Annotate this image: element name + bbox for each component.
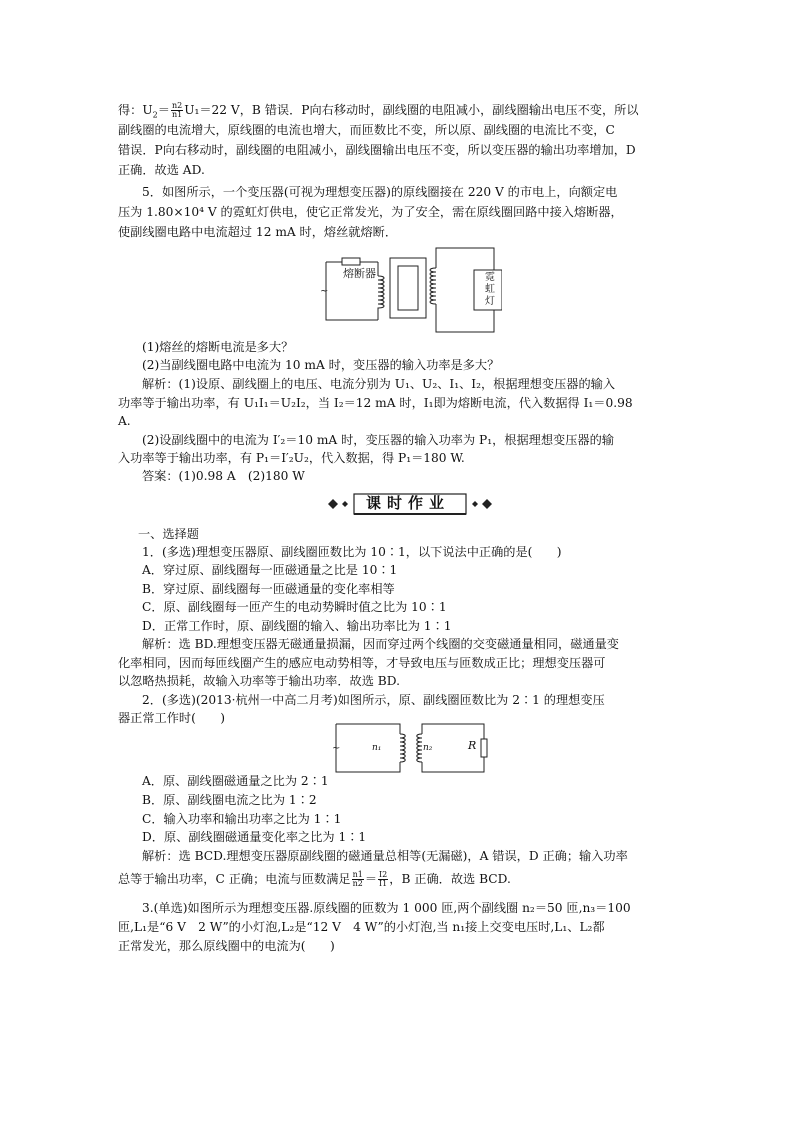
q1-option-a: A．穿过原、副线圈每一匝磁通量之比是 10∶1 (142, 563, 398, 577)
fuse-label: 熔断器 (343, 267, 376, 280)
label-n1: n₁ (372, 743, 382, 753)
q5-stem-2: 压为 1.80×10⁴ V 的霓虹灯供电，使它正常发光，为了安全，需在原线圈回路中接入熔断器， (118, 205, 623, 219)
transformer-fuse-figure (316, 244, 502, 336)
fraction-num: I2 (379, 870, 388, 879)
q2-stem-2: 器正常工作时( ) (118, 711, 226, 725)
q2-stem-1: 2．(多选)(2013·杭州一中高二月考)如图所示，原、副线圈匝数比为 2∶1 的理想变压 (142, 693, 605, 707)
q3-stem-1: 3.(单选)如图所示为理想变压器.原线圈的匝数为 1 000 匝,两个副线圈 n₂＝50 匝,n₃＝100 (142, 901, 631, 915)
q1-explain-2: 化率相同，因而每匝线圈产生的感应电动势相等，才导致电压与匝数成正比；理想变压器可 (118, 656, 606, 670)
q1-option-c: C．原、副线圈每一匝产生的电动势瞬时值之比为 10∶1 (142, 600, 447, 614)
q5-analysis-4: (2)设副线圈中的电流为 I′₂＝10 mA 时，变压器的输入功率为 P₁，根据理想变压器的输 (142, 433, 614, 447)
label-R: R (468, 739, 477, 752)
q5-sub-2: (2)当副线圈电路中电流为 10 mA 时，变压器的输入功率是多大？ (142, 358, 500, 372)
text-seg: ，B 正确．故选 BCD. (389, 872, 511, 886)
q2-explain-2: 总等于输出功率，C 正确；电流与匝数满足 $\frac{n1}{n2}$ ＝ $\frac{I2}{I1}$ ，B 正确．故选 BCD. (118, 870, 511, 888)
q3-stem-2: 匝,L₁是“6 V 2 W”的小灯泡,L₂是“12 V 4 W”的小灯泡,当 n₁接上交变电压时,L₁、L₂都 (118, 920, 605, 934)
q2-explain-1: 解析：选 BCD.理想变压器原副线圈的磁通量总相等(无漏磁)，A 错误，D 正确；输入功率 (142, 849, 628, 863)
fraction (378, 871, 388, 888)
q5-sub-1: (1)熔丝的熔断电流是多大？ (142, 340, 294, 354)
q2-option-b: B．原、副线圈电流之比为 1∶2 (142, 793, 317, 807)
fraction-den: n2 (352, 879, 363, 888)
label-n2: n₂ (423, 743, 433, 753)
svg-text:~: ~ (320, 286, 329, 297)
fraction-num: n2 (171, 101, 183, 110)
text-seg: ＝ (157, 103, 170, 117)
text-sub: 2 (152, 110, 158, 120)
top-para-line-3: 错误．P向右移动时，副线圈的电阻减小，副线圈输出电压不变，所以变压器的输出功率增加，D (118, 143, 636, 157)
text-seg: 总等于输出功率，C 正确；电流与匝数满足 (118, 872, 351, 886)
q1-explain-1: 解析：选 BD.理想变压器无磁通量损漏，因而穿过两个线圈的交变磁通量相同，磁通量变 (142, 637, 619, 651)
q5-stem-1: 5．如图所示，一个变压器(可视为理想变压器)的原线圈接在 220 V 的市电上，向额定电 (142, 185, 618, 199)
q1-option-b: B．穿过原、副线圈每一匝磁通量的变化率相等 (142, 582, 395, 596)
top-para-line-4: 正确．故选 AD. (118, 163, 205, 177)
q2-option-c: C．输入功率和输出功率之比为 1∶1 (142, 812, 342, 826)
q5-analysis-3: A. (118, 414, 131, 428)
transformer-resistor-figure (330, 720, 490, 776)
section-banner (322, 493, 498, 515)
q1-option-d: D．正常工作时，原、副线圈的输入、输出功率比为 1∶1 (142, 619, 452, 633)
q3-stem-3: 正常发光，那么原线圈中的电流为( ) (118, 939, 335, 953)
q5-answer: 答案：(1)0.98 A (2)180 W (142, 469, 305, 483)
q1-explain-3: 以忽略热损耗，故输入功率等于输出功率．故选 BD. (118, 674, 400, 688)
top-para-line-2: 副线圈的电流增大，原线圈的电流也增大，而匝数比不变，所以原、副线圈的电流比不变，C (118, 123, 615, 137)
text-seg: U₁＝22 V，B 错误．P向右移动时，副线圈的电阻减小，副线圈输出电压不变，所以 (184, 103, 639, 117)
neon-lamp-label: 霓虹灯 (485, 272, 495, 307)
text-seg: 得：U (118, 103, 153, 117)
banner-title: 课时作业 (365, 494, 450, 512)
fraction-num: n1 (352, 870, 363, 879)
fraction (352, 871, 364, 888)
fraction-den: I1 (379, 879, 388, 888)
fraction-den: n1 (171, 110, 183, 119)
q5-stem-3: 使副线圈电路中电流超过 12 mA 时，熔丝就熔断． (118, 225, 398, 239)
q5-analysis-2: 功率等于输出功率，有 U₁I₁＝U₂I₂，当 I₂＝12 mA 时，I₁即为熔断电流，代入数据得 I₁＝0.98 (118, 396, 633, 410)
q1-stem: 1．(多选)理想变压器原、副线圈匝数比为 10∶1，以下说法中正确的是( ) (142, 545, 562, 559)
q5-analysis-5: 入功率等于输出功率，有 P₁＝I′₂U₂，代入数据，得 P₁＝180 W. (118, 451, 465, 465)
section-heading: 一、选择题 (138, 527, 199, 541)
fraction (171, 102, 183, 119)
svg-text:~: ~ (332, 743, 341, 754)
q5-analysis-1: 解析：(1)设原、副线圈上的电压、电流分别为 U₁、U₂、I₁、I₂，根据理想变压器的输入 (142, 377, 616, 391)
q2-option-d: D．原、副线圈磁通量变化率之比为 1∶1 (142, 830, 367, 844)
q2-option-a: A．原、副线圈磁通量之比为 2∶1 (142, 774, 329, 788)
